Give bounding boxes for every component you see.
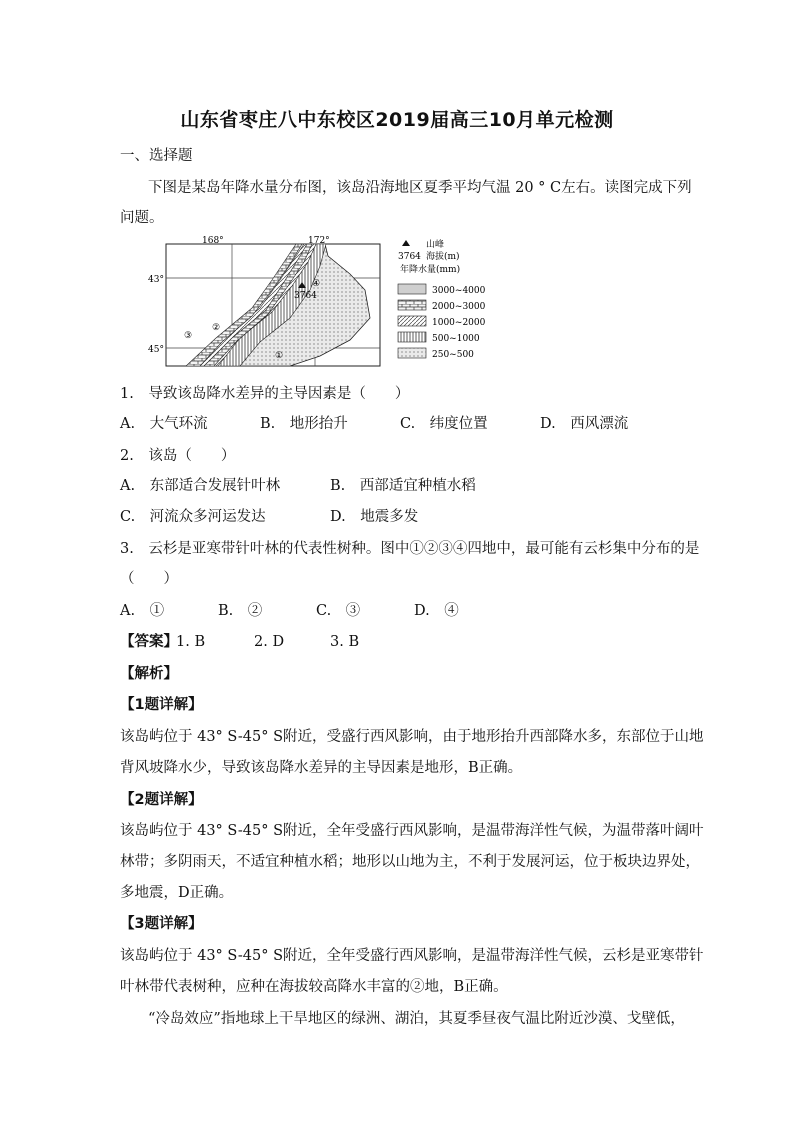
q1-option-a: A. 大气环流 bbox=[120, 416, 208, 432]
detail-2-line-3: 多地震，D正确。 bbox=[120, 885, 234, 901]
answer-label: 【答案】 bbox=[120, 634, 178, 650]
legend-elev-value: 3764 bbox=[398, 252, 421, 262]
precipitation-map bbox=[148, 236, 500, 372]
site-marker-1: ① bbox=[275, 351, 284, 361]
q1-option-c: C. 纬度位置 bbox=[400, 416, 488, 432]
peak-value: 3764 bbox=[294, 291, 317, 301]
q2-option-d: D. 地震多发 bbox=[330, 509, 419, 525]
section-heading: 一、选择题 bbox=[120, 148, 193, 164]
precipitation-map-figure bbox=[148, 236, 500, 372]
answer-item-2: 2. D bbox=[254, 634, 285, 650]
lon-label-172: 172° bbox=[308, 236, 330, 246]
page-title: 山东省枣庄八中东校区2019届高三10月单元检测 bbox=[180, 109, 614, 131]
q3-option-c: C. ③ bbox=[316, 603, 361, 619]
legend-swatch-4 bbox=[398, 332, 426, 342]
detail-1-line-1: 该岛屿位于 43° S-45° S附近，受盛行西风影响，由于地形抬升西部降水多，东部位于山地 bbox=[120, 729, 704, 745]
lon-label-168: 168° bbox=[202, 236, 224, 246]
lat-label-43: 43° bbox=[148, 275, 164, 285]
answer-item-3: 3. B bbox=[330, 634, 360, 650]
legend-peak-icon bbox=[402, 240, 410, 246]
q2-stem: 2. 该岛（ ） bbox=[120, 448, 236, 464]
legend-range-5: 250~500 bbox=[432, 350, 474, 360]
lat-label-45: 45° bbox=[148, 345, 164, 355]
legend-range-1: 3000~4000 bbox=[432, 286, 486, 296]
detail-3-line-1: 该岛屿位于 43° S-45° S附近，全年受盛行西风影响，是温带海洋性气候，云杉是亚寒带针 bbox=[120, 948, 704, 964]
legend-swatch-5 bbox=[398, 348, 426, 358]
site-marker-2: ② bbox=[212, 323, 221, 333]
q2-option-c: C. 河流众多河运发达 bbox=[120, 509, 266, 525]
legend-swatch-2 bbox=[398, 300, 426, 310]
q3-option-a: A. ① bbox=[120, 603, 165, 619]
legend-swatch-3 bbox=[398, 316, 426, 326]
legend-range-2: 2000~3000 bbox=[432, 302, 486, 312]
q1-option-b: B. 地形抬升 bbox=[260, 416, 348, 432]
legend-precip-title: 年降水量(mm) bbox=[400, 265, 461, 275]
answer-item-1: 1. B bbox=[176, 634, 206, 650]
legend-peak-label: 山峰 bbox=[426, 240, 445, 250]
site-marker-4: ④ bbox=[312, 279, 321, 289]
detail-3-label: 【3题详解】 bbox=[120, 916, 203, 932]
legend-range-3: 1000~2000 bbox=[432, 318, 486, 328]
detail-3-line-2: 叶林带代表树种，应种在海拔较高降水丰富的②地，B正确。 bbox=[120, 979, 508, 995]
legend-range-4: 500~1000 bbox=[432, 334, 480, 344]
q3-stem: 3. 云杉是亚寒带针叶林的代表性树种。图中①②③④四地中，最可能有云杉集中分布的是 bbox=[120, 541, 700, 557]
legend-elev-label: 海拔(m) bbox=[426, 252, 460, 262]
analysis-label: 【解析】 bbox=[120, 666, 178, 682]
site-marker-3: ③ bbox=[184, 331, 193, 341]
q2-option-a: A. 东部适合发展针叶林 bbox=[120, 478, 281, 494]
detail-2-label: 【2题详解】 bbox=[120, 792, 203, 808]
q3-stem-cont: （ ） bbox=[120, 571, 178, 587]
intro-line-2: 问题。 bbox=[120, 210, 164, 226]
q1-option-d: D. 西风漂流 bbox=[540, 416, 629, 432]
q3-option-b: B. ② bbox=[218, 603, 263, 619]
legend-swatch-1 bbox=[398, 284, 426, 294]
q2-option-b: B. 西部适宜种植水稻 bbox=[330, 478, 476, 494]
next-paragraph: “冷岛效应”指地球上干旱地区的绿洲、湖泊，其夏季昼夜气温比附近沙漠、戈壁低， bbox=[148, 1011, 685, 1027]
q3-option-d: D. ④ bbox=[414, 603, 459, 619]
detail-1-label: 【1题详解】 bbox=[120, 697, 203, 713]
detail-1-line-2: 背风坡降水少，导致该岛降水差异的主导因素是地形，B正确。 bbox=[120, 760, 523, 776]
q1-stem: 1. 导致该岛降水差异的主导因素是（ ） bbox=[120, 386, 410, 402]
intro-line-1: 下图是某岛年降水量分布图，该岛沿海地区夏季平均气温 20 ° C左右。读图完成下列 bbox=[148, 180, 692, 196]
detail-2-line-2: 林带；多阴雨天，不适宜种植水稻；地形以山地为主，不利于发展河运，位于板块边界处， bbox=[120, 854, 700, 870]
detail-2-line-1: 该岛屿位于 43° S-45° S附近，全年受盛行西风影响，是温带海洋性气候，为温带落叶阔叶 bbox=[120, 823, 704, 839]
